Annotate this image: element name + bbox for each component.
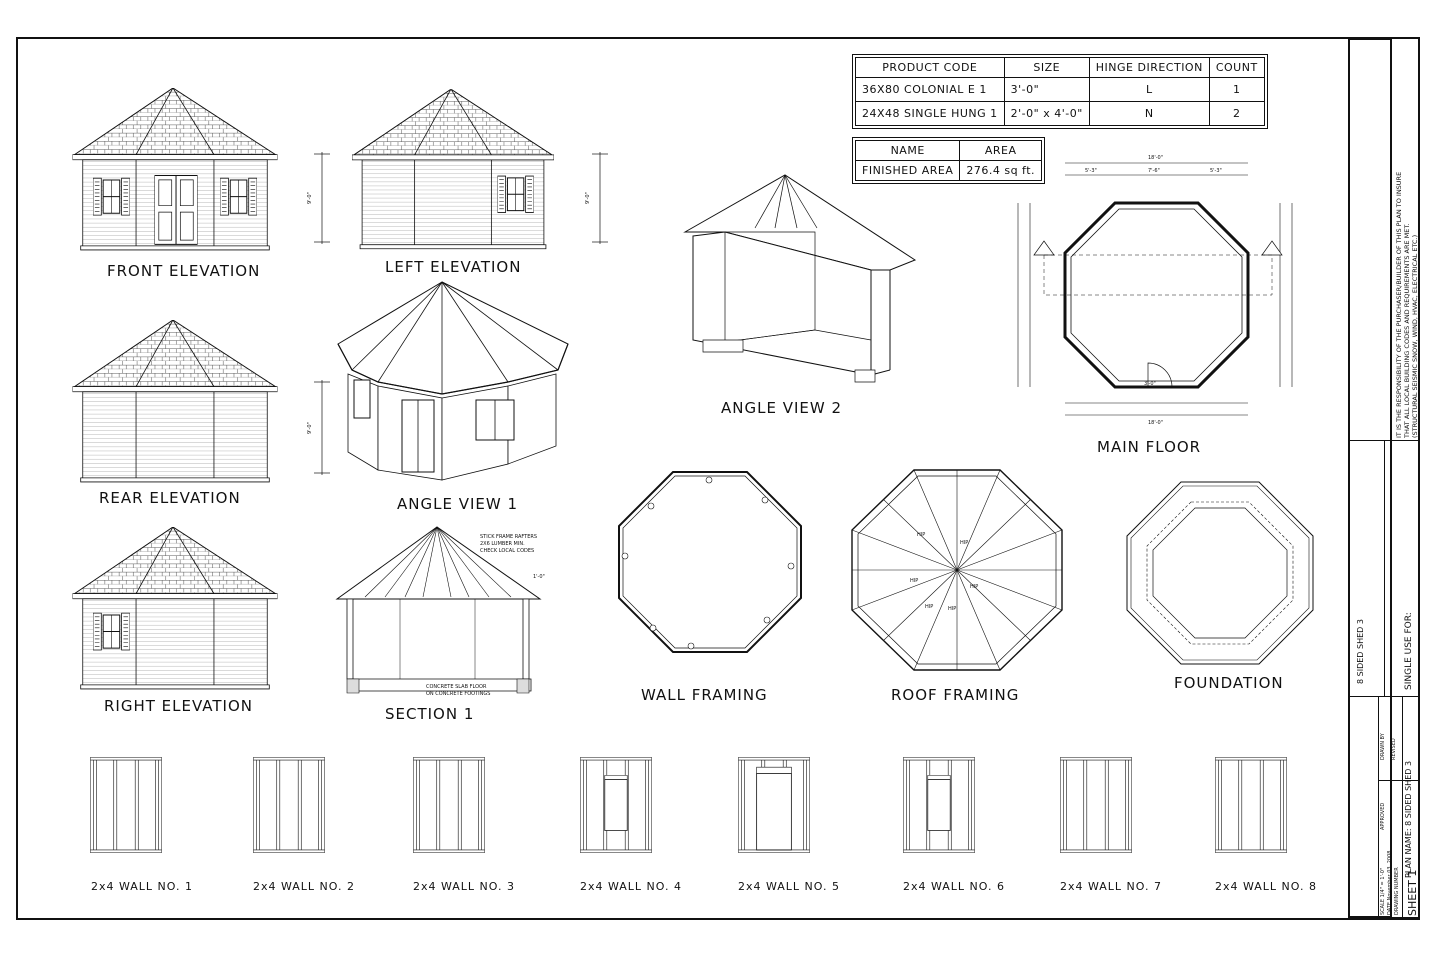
wall-panel-1 [90,757,162,853]
dim-door: 3'-0" [1144,381,1156,387]
sheet-number: SHEET 1 [1406,869,1419,916]
approved-label: APPROVED [1380,802,1386,830]
scale-label: SCALE 1/4" = 1'-0" [1380,867,1386,915]
schedule-cell: 36X80 COLONIAL E 1 [856,78,1005,102]
disclaimer-line-2: THAT ALL LOCAL BUILDING CODES AND REQUIREMENTS ARE MET. [1403,223,1411,438]
area-cell-value: 276.4 sq ft. [960,161,1042,181]
hip-label: HIP [970,584,979,590]
angle-view-1-dimension [312,380,332,475]
title-block-divider [1378,696,1379,918]
schedule-cell: N [1089,102,1209,126]
angle-view-1-drawing [330,282,575,482]
foundation-label: FOUNDATION [1174,674,1284,692]
schedule-header-count: COUNT [1209,58,1264,78]
revised-label: REVISED [1391,738,1397,760]
disclaimer-line-3: (STRUCTURAL SEISMIC SNOW, WIND, HVAC, ELECTRICAL ETC.) [1411,234,1419,438]
rear-elevation-label: REAR ELEVATION [99,489,241,507]
wall-label-3: 2x4 WALL NO. 3 [413,880,515,893]
rafter-note-line-3: CHECK LOCAL CODES [480,548,535,554]
dim-wall-height-2: 9'-0" [585,192,591,204]
hip-label: HIP [910,578,919,584]
title-block-divider [1384,440,1385,696]
drawn-by-label: DRAWN BY [1380,733,1386,760]
schedule-cell: 2 [1209,102,1264,126]
main-floor-label: MAIN FLOOR [1097,438,1202,456]
schedule-cell: 3'-0" [1004,78,1089,102]
wall-panel-3 [413,757,485,853]
area-header-name: NAME [856,141,960,161]
roof-framing-plan [850,468,1065,673]
wall-label-8: 2x4 WALL NO. 8 [1215,880,1317,893]
schedule-cell: 1 [1209,78,1264,102]
wall-panel-6 [903,757,975,853]
wall-label-1: 2x4 WALL NO. 1 [91,880,193,893]
wall-framing-plan [615,470,805,655]
schedule-header-row [856,58,1265,78]
left-elevation-drawing [352,88,554,252]
schedule-row [856,102,1265,126]
hip-label: HIP [960,540,969,546]
area-cell-name: FINISHED AREA [856,161,960,181]
dim-wall-height: 9'-0" [307,192,313,204]
left-elevation-dimension-2 [590,152,610,244]
wall-label-7: 2x4 WALL NO. 7 [1060,880,1162,893]
area-header-area: AREA [960,141,1042,161]
slab-note-line-1: CONCRETE SLAB FLOOR [426,684,487,690]
single-use-label: SINGLE USE FOR: [1404,612,1414,690]
wall-panel-5 [738,757,810,853]
wall-label-5: 2x4 WALL NO. 5 [738,880,840,893]
date-label: DATE November 03, 2008 [1387,850,1393,915]
dim-wall-height-3: 9'-0" [307,422,313,434]
schedule-row [856,78,1265,102]
wall-label-2: 2x4 WALL NO. 2 [253,880,355,893]
dim-overhang: 1'-0" [533,574,545,580]
rafter-note-line-1: STICK FRAME RAFTERS [480,534,538,540]
drawing-number-label: DRAWING NUMBER [1394,867,1400,915]
schedule-cell: 2'-0" x 4'-0" [1004,102,1089,126]
plan-name: PLAN NAME: 8 SIDED SHED 3 [1404,760,1413,878]
title-block-outer-left [1348,38,1392,918]
front-elevation-drawing [72,88,278,252]
wall-panel-2 [253,757,325,853]
right-elevation-label: RIGHT ELEVATION [104,697,254,715]
dim-seg: 5'-3" [1210,168,1222,174]
dim-overall-bottom: 18'-0" [1148,420,1164,426]
angle-view-2-drawing [685,170,917,385]
wall-panel-8 [1215,757,1287,853]
foundation-plan [1125,480,1315,665]
left-elevation-label: LEFT ELEVATION [385,258,522,276]
disclaimer-line-1: IT IS THE RESPONSIBILITY OF THE PURCHASER/BUILDER OF THIS PLAN TO INSURE [1395,171,1403,438]
wall-panel-4 [580,757,652,853]
dim-side-a: 5'-3" [1085,168,1097,174]
roof-framing-label: ROOF FRAMING [891,686,1020,704]
slab-note-line-2: ON CONCRETE FOOTINGS [426,691,491,697]
rear-elevation-drawing [72,320,278,484]
hip-label: HIP [948,606,957,612]
wall-label-6: 2x4 WALL NO. 6 [903,880,1005,893]
rafter-note-line-2: 2X6 LUMBER MIN. [480,541,525,547]
schedule-header-size: SIZE [1004,58,1089,78]
left-elevation-dimension [312,152,332,244]
door-window-schedule [855,57,1265,126]
wall-framing-label: WALL FRAMING [641,686,768,704]
dim-overall-top: 18'-0" [1148,155,1164,161]
wall-panel-7 [1060,757,1132,853]
angle-view-2-label: ANGLE VIEW 2 [721,399,843,417]
main-floor-plan [1010,155,1310,435]
schedule-cell: 24X48 SINGLE HUNG 1 [856,102,1005,126]
title-block-divider [1402,696,1403,918]
schedule-header-hinge: HINGE DIRECTION [1089,58,1209,78]
schedule-cell: L [1089,78,1209,102]
hip-label: HIP [925,604,934,610]
hip-label: HIP [917,532,926,538]
dim-side-b: 7'-6" [1148,168,1160,174]
schedule-header-product: PRODUCT CODE [856,58,1005,78]
section-1-label: SECTION 1 [385,705,475,723]
title-block-divider [1378,780,1420,781]
right-elevation-drawing [72,527,278,691]
front-elevation-label: FRONT ELEVATION [107,262,261,280]
title-block-divider [1348,696,1420,697]
project-name: 8 SIDED SHED 3 [1356,619,1365,684]
angle-view-1-label: ANGLE VIEW 1 [397,495,519,513]
wall-label-4: 2x4 WALL NO. 4 [580,880,682,893]
